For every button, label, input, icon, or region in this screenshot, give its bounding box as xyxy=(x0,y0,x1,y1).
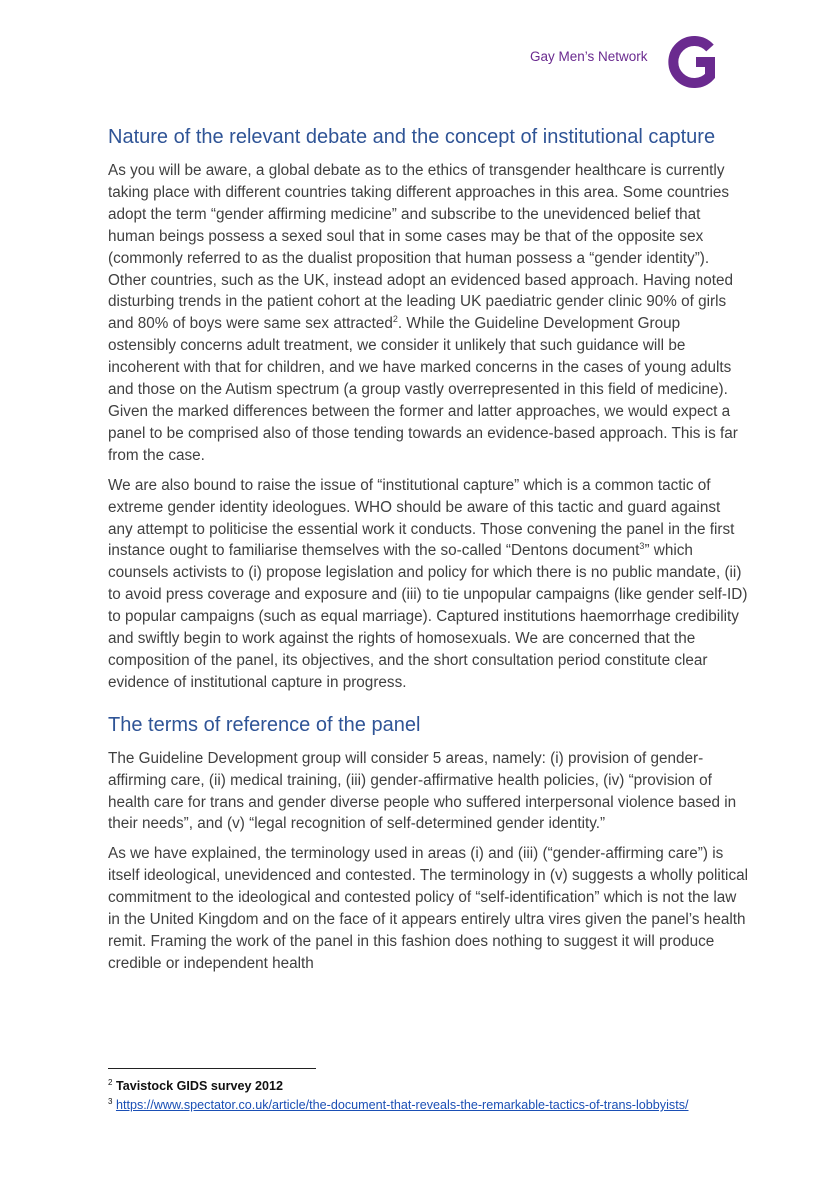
paragraph-institutional-capture: We are also bound to raise the issue of “institutional capture” which is a common tactic of extreme gender identity ideologues. WHO should be aware of this tactic and guard against any attempt to politicise the essential work it conducts. Those convening the panel in the first instance ought to familiarise themselves with the so-called “Dentons document$^3$” which counsels activists to (i) propose legislation and policy for which there is no public mandate, (ii) to avoid press coverage and exposure and (iii) to tie unpopular campaigns (like gender self-ID) to popular campaigns (such as equal marriage). Captured institutions haemorrhage credibility and swiftly begin to work against the rights of homosexuals. We are concerned that the composition of the panel, its objectives, and the short consultation period constitute clear evidence of institutional capture in progress. xyxy=(108,476,748,691)
section-heading-terms-of-reference: The terms of reference of the panel xyxy=(108,713,421,736)
footnotes xyxy=(108,1077,768,1115)
spectator-article-link[interactable]: https://www.spectator.co.uk/article/the-document-that-reveals-the-remarkable-tactics-of-trans-lobbyists/ xyxy=(115,1098,689,1112)
footnote-divider xyxy=(108,1068,316,1069)
section-heading-institutional-capture: Nature of the relevant debate and the concept of institutional capture xyxy=(108,126,716,148)
footnote-3: $^3$ https://www.spectator.co.uk/article/the-document-that-reveals-the-remarkable-tactics-of-trans-lobbyists/ xyxy=(108,1096,689,1112)
footnote-ref-2[interactable]: 2 xyxy=(392,314,398,325)
logo-text: Gay Men’s Network xyxy=(530,49,648,64)
paragraph-global-debate: As you will be aware, a global debate as to the ethics of transgender healthcare is currently taking place with different countries taking different approaches in this area. Some countries adopt the term “gender affirming medicine” and subscribe to the unevidenced belief that human beings possess a sexed soul that in some cases may be that of the opposite sex (commonly referred to as the dualist proposition that human possess a “gender identity”). Other countries, such as the UK, instead adopt an evidenced based approach. Having noted disturbing trends in the patient cohort at the leading UK paediatric gender clinic 90% of girls and 80% of boys were same sex attracted$^2$. While the Guideline Development Group ostensibly concerns adult treatment, we consider it unlikely that such guidance will be incoherent with that for children, and we have marked concerns in the cases of young adults and those on the Autism spectrum (a group vastly overrepresented in this field of medicine). Given the marked differences between the former and latter approaches, we would expect a panel to be comprised also of those tending towards an evidence-based approach. This is far from the case. xyxy=(108,162,738,464)
footnote-2: $^2$ Tavistock GIDS survey 2012 xyxy=(108,1077,284,1093)
footnote-2-text: Tavistock GIDS survey 2012 xyxy=(115,1079,284,1093)
paragraph-five-areas: The Guideline Development group will consider 5 areas, namely: (i) provision of gender-affirming care, (ii) medical training, (iii) gender-affirmative health policies, (iv) “provision of health care for trans and gender diverse people who suffered interpersonal violence based in their needs”, and (v) “legal recognition of self-determined gender identity.” xyxy=(108,749,737,833)
main-content xyxy=(108,124,748,983)
g-logo-icon xyxy=(664,32,720,92)
paragraph-terminology: As we have explained, the terminology used in areas (i) and (iii) (“gender-affirming care”) is itself ideological, unevidenced and contested. The terminology in (v) suggests a wholly political commitment to the ideological and contested policy of “self-identification” which is not the law in the United Kingdom and on the face of it appears entirely ultra vires given the panel’s health remit. Framing the work of the panel in this fashion does nothing to suggest it will produce credible or independent health xyxy=(108,845,748,972)
gay-mens-network-logo xyxy=(530,38,720,88)
footnote-ref-3[interactable]: 3 xyxy=(639,541,645,552)
